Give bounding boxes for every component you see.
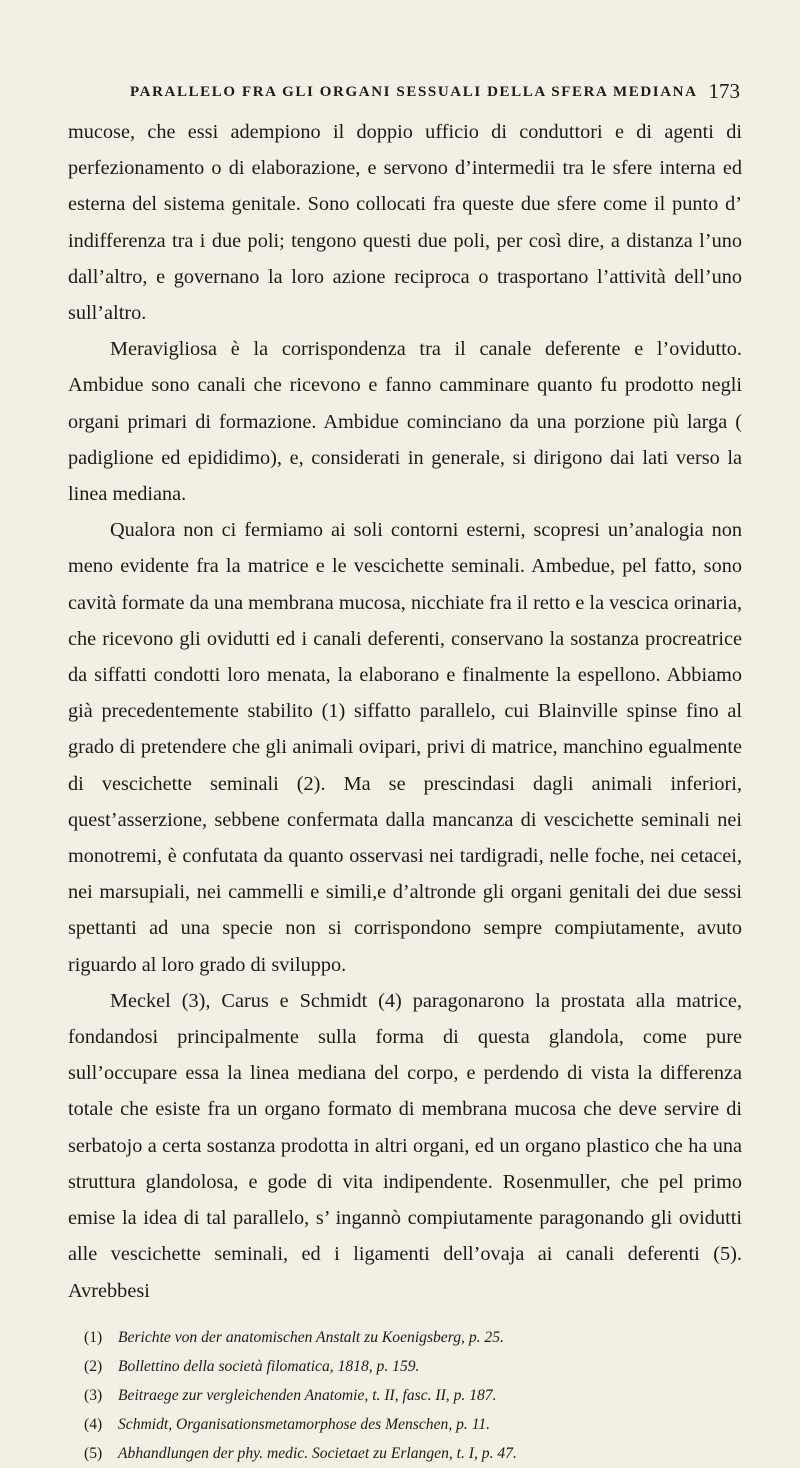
footnote-mark: (4) (84, 1415, 103, 1433)
paragraph: Qualora non ci fermiamo ai soli contorni esterni, scopresi un’analogia non meno evidente fra la matrice e le vescichette seminali. Ambedue, pel fatto, sono cavità formate da una membrana mucosa, nicchiate fra il retto e la vescica orinaria, che ricevono gli ovidutti ed i canali deferenti, conservano la sostanza procreatrice da siffatti condotti loro menata, la elaborano e finalmente la espellono. Abbiamo già precedentemente stabilito (1) siffatto parallelo, cui Blainville spinse fino al grado di pretendere che gli animali ovipari, privi di matrice, manchino egualmente di vescichette seminali (2). Ma se prescindasi dagli animali inferiori, quest’asserzione, sebbene confermata dalla mancanza di vescichette seminali nei monotremi, è confutata da quanto osservasi nei tardigradi, nelle foche, nei cetacei, nei marsupiali, nei cammelli e simili,e d’altronde gli organi genitali dei due sessi spettanti ad una specie non si corrispondono sempre compiutamente, avuto riguardo al loro grado di sviluppo. (68, 519, 743, 976)
running-head: PARALLELO FRA GLI ORGANI SESSUALI DELLA SFERA MEDIANA (130, 84, 698, 100)
footnote (68, 1352, 742, 1381)
footnote-text: Berichte von der anatomischen Anstalt zu Koenigsberg, p. 25. (118, 1328, 504, 1346)
footnote-mark: (5) (84, 1444, 103, 1462)
body-text (68, 114, 742, 1309)
footnote-text: Abhandlungen der phy. medic. Societaet zu Erlangen, t. I, p. 47. (118, 1444, 517, 1462)
footnote (68, 1381, 742, 1410)
footnote (68, 1439, 742, 1468)
footnote (68, 1323, 742, 1352)
footnote-mark: (3) (84, 1386, 103, 1404)
footnote-mark: (1) (84, 1328, 103, 1346)
page-number: 173 (708, 79, 740, 103)
footnote-text: Beitraege zur vergleichenden Anatomie, t. II, fasc. II, p. 187. (118, 1386, 497, 1404)
paragraph: mucose, che essi adempiono il doppio ufficio di conduttori e di agenti di perfezionamento o di elaborazione, e servono d’intermedii tra le sfere interna ed esterna del sistema genitale. Sono collocati fra queste due sfere come il punto d’ indifferenza tra i due poli; tengono questi due poli, per così dire, a distanza l’uno dall’altro, e governano la loro azione reciproca o trasportano l’attività dell’uno sull’altro. (68, 121, 742, 325)
footnote-mark: (2) (84, 1357, 103, 1375)
footnote-text: Schmidt, Organisationsmetamorphose des Menschen, p. 11. (118, 1415, 491, 1433)
footnotes (68, 1323, 742, 1468)
page-header (68, 78, 742, 114)
footnote (68, 1410, 742, 1439)
footnote-text: Bollettino della società filomatica, 1818, p. 159. (118, 1357, 420, 1375)
paragraph: Meckel (3), Carus e Schmidt (4) paragonarono la prostata alla matrice, fondandosi principalmente sulla forma di questa glandola, come pure sull’occupare essa la linea mediana del corpo, e perdendo di vista la differenza totale che esiste fra un organo formato di membrana mucosa che deve servire di serbatojo a certa sostanza prodotta in altri organi, ed un organo plastico che ha una struttura glandolosa, e gode di vita indipendente. Rosenmuller, che pel primo emise la idea di tal parallelo, s’ ingannò compiutamente paragonando gli ovidutti alle vescichette seminali, ed i ligamenti dell’ovaja ai canali deferenti (5). Avrebbesi (68, 989, 742, 1302)
paragraph: Meravigliosa è la corrispondenza tra il canale deferente e l’ovidutto. Ambidue sono canali che ricevono e fanno camminare quanto fu prodotto negli organi primari di formazione. Ambidue cominciano da una porzione più larga ( padiglione ed epididimo), e, considerati in generale, si dirigono dai lati verso la linea mediana. (68, 338, 742, 506)
